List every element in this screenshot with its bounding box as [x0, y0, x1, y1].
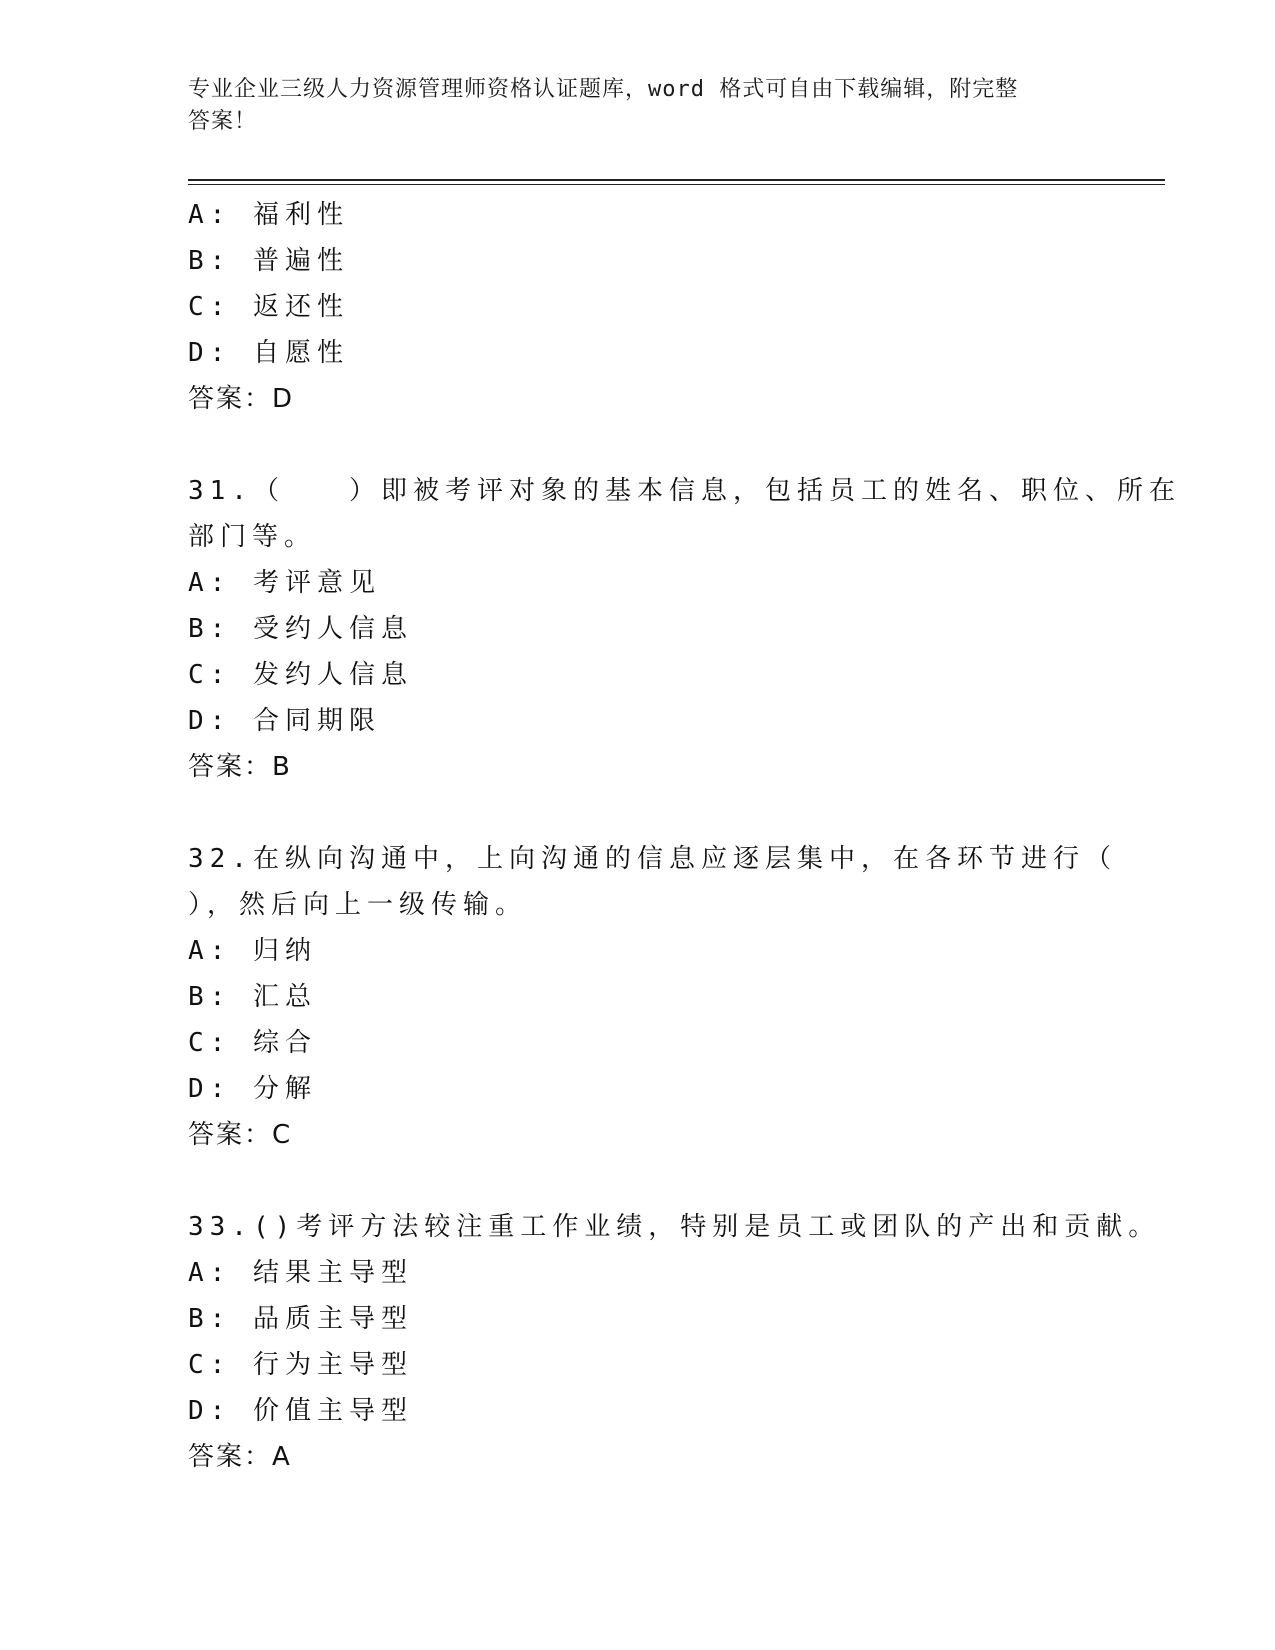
question-text-line: 33.()考评方法较注重工作业绩，特别是员工或团队的产出和贡献。	[188, 1212, 1161, 1242]
question-text-line: 32.在纵向沟通中，上向沟通的信息应逐层集中，在各环节进行（	[188, 844, 1117, 874]
option-b: B: 普遍性	[188, 246, 349, 276]
block-spacer	[188, 422, 1088, 468]
answer-line: 答案：C	[188, 1120, 293, 1150]
option-c: C: 行为主导型	[188, 1350, 413, 1380]
question-block	[188, 192, 1088, 422]
question-text-line: ），然后向上一级传输。	[188, 890, 528, 920]
option-d: D: 自愿性	[188, 338, 349, 368]
option-c: C: 发约人信息	[188, 660, 413, 690]
option-a: A: 考评意见	[188, 568, 381, 598]
document-header	[188, 74, 1088, 138]
option-c: C: 综合	[188, 1028, 317, 1058]
question-block	[188, 1204, 1161, 1480]
answer-line: 答案：A	[188, 1442, 292, 1472]
option-a: A: 归纳	[188, 936, 317, 966]
option-c: C: 返还性	[188, 292, 349, 322]
option-d: D: 分解	[188, 1074, 317, 1104]
option-a: A: 结果主导型	[188, 1258, 413, 1288]
question-list	[188, 192, 1181, 1480]
header-line-2: 答案！	[188, 109, 258, 134]
option-b: B: 受约人信息	[188, 614, 413, 644]
block-spacer	[188, 1158, 1088, 1204]
option-b: B: 汇总	[188, 982, 317, 1012]
option-a: A: 福利性	[188, 200, 349, 230]
answer-line: 答案：D	[188, 384, 295, 414]
question-text-line: 31.（ ）即被考评对象的基本信息，包括员工的姓名、职位、所在	[188, 476, 1181, 506]
header-divider	[188, 179, 1165, 181]
block-spacer	[188, 790, 1088, 836]
header-line-1: 专业企业三级人力资源管理师资格认证题库，word 格式可自由下载编辑，附完整	[188, 77, 1019, 102]
question-block	[188, 468, 1181, 790]
option-d: D: 合同期限	[188, 706, 381, 736]
option-d: D: 价值主导型	[188, 1396, 413, 1426]
question-text-line: 部门等。	[188, 522, 317, 552]
question-block	[188, 836, 1117, 1158]
option-b: B: 品质主导型	[188, 1304, 413, 1334]
header-divider-thin	[188, 184, 1165, 185]
answer-line: 答案：B	[188, 752, 292, 782]
